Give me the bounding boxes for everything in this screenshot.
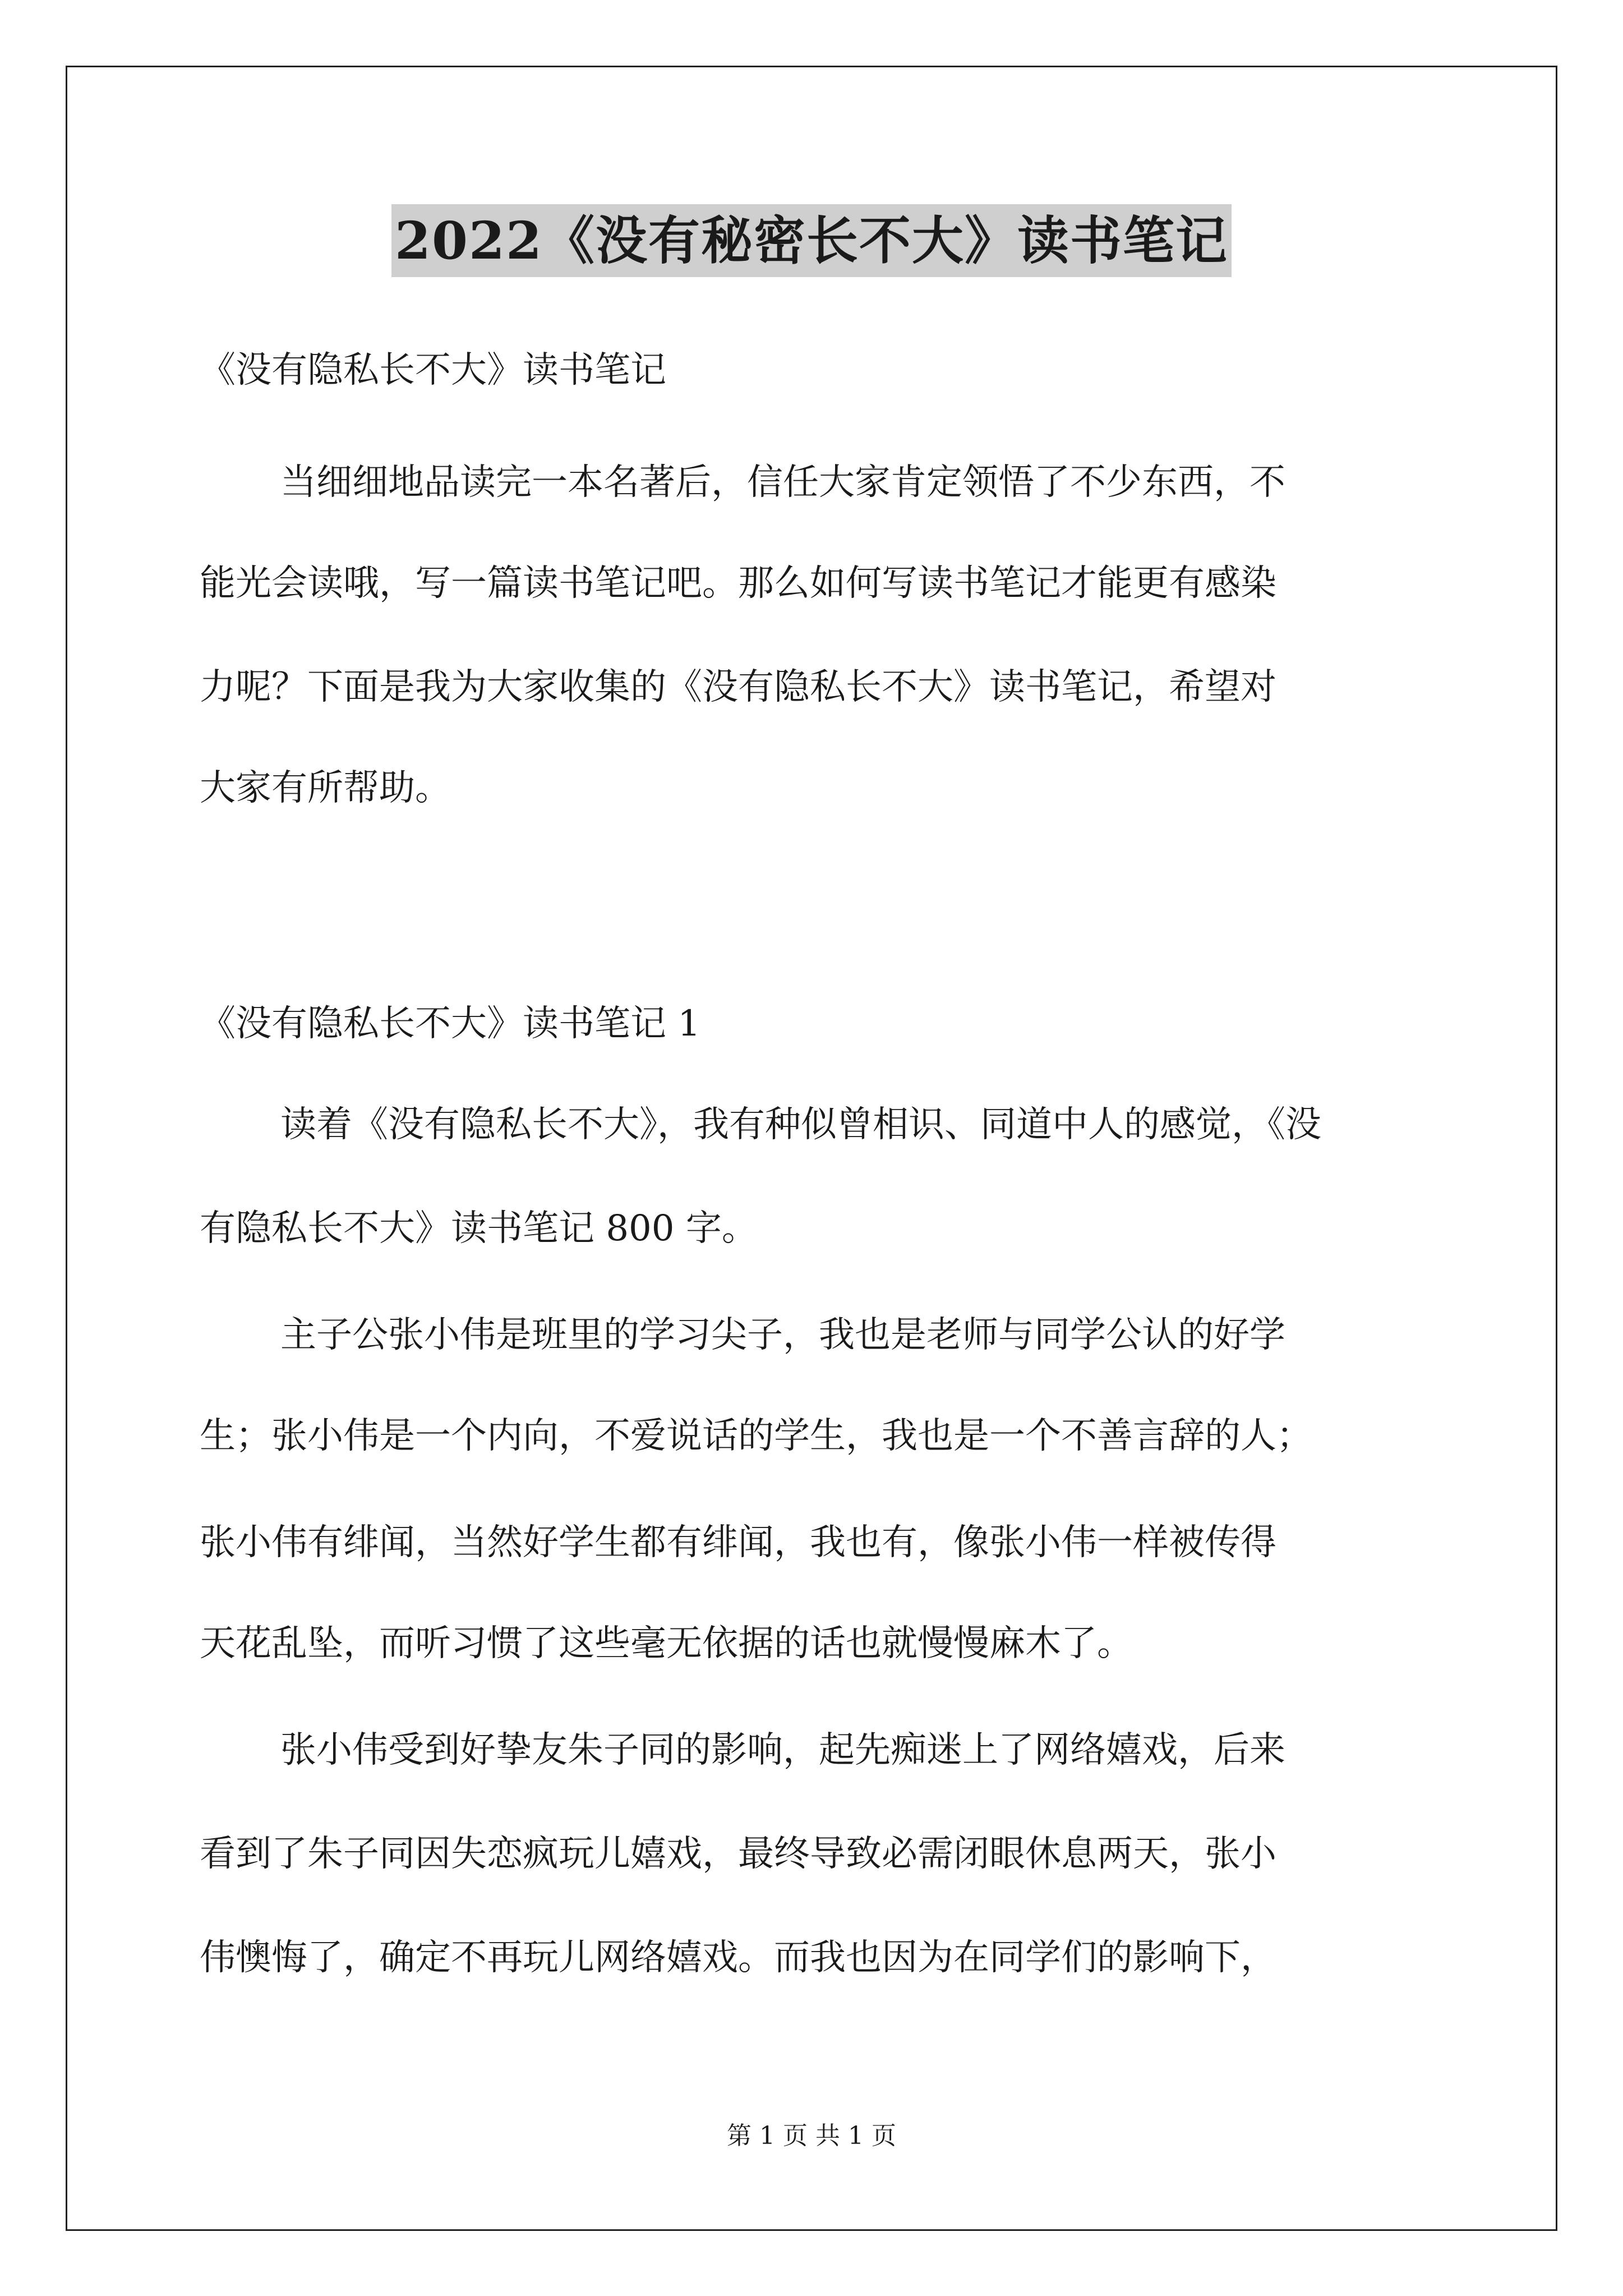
document-title: 2022《没有秘密长不大》读书笔记 — [391, 204, 1232, 277]
paragraph-line: 力呢？下面是我为大家收集的《没有隐私长不大》读书笔记，希望对 — [200, 666, 1276, 708]
paragraph-line: 张小伟有绯闻，当然好学生都有绯闻，我也有，像张小伟一样被传得 — [200, 1522, 1276, 1563]
paragraph-line: 看到了朱子同因失恋疯玩儿嬉戏，最终导致必需闭眼休息两天，张小 — [200, 1833, 1276, 1875]
paragraph-line: 张小伟受到好挚友朱子同的影响，起先痴迷上了网络嬉戏，后来 — [280, 1729, 1285, 1771]
section-heading: 《没有隐私长不大》读书笔记 1 — [200, 1003, 701, 1045]
section-heading: 《没有隐私长不大》读书笔记 — [200, 349, 666, 391]
paragraph-line: 读着《没有隐私长不大》，我有种似曾相识、同道中人的感觉，《没 — [280, 1104, 1321, 1145]
paragraph-line: 天花乱坠，而听习惯了这些毫无依据的话也就慢慢麻木了。 — [200, 1623, 1133, 1664]
paragraph-line: 能光会读哦，写一篇读书笔记吧。那么如何写读书笔记才能更有感染 — [200, 563, 1276, 604]
paragraph-line: 伟懊悔了，确定不再玩儿网络嬉戏。而我也因为在同学们的影响下， — [200, 1937, 1276, 1978]
paragraph-line: 生；张小伟是一个内向，不爱说话的学生，我也是一个不善言辞的人； — [200, 1415, 1312, 1457]
paragraph-line: 主子公张小伟是班里的学习尖子，我也是老师与同学公认的好学 — [280, 1314, 1285, 1356]
paragraph-line: 有隐私长不大》读书笔记 800 字。 — [200, 1208, 758, 1249]
title-container — [0, 204, 1623, 277]
page-footer: 第 1 页 共 1 页 — [727, 2122, 896, 2150]
paragraph-line: 当细细地品读完一本名著后，信任大家肯定领悟了不少东西，不 — [280, 462, 1285, 503]
paragraph-line: 大家有所帮助。 — [200, 767, 451, 809]
